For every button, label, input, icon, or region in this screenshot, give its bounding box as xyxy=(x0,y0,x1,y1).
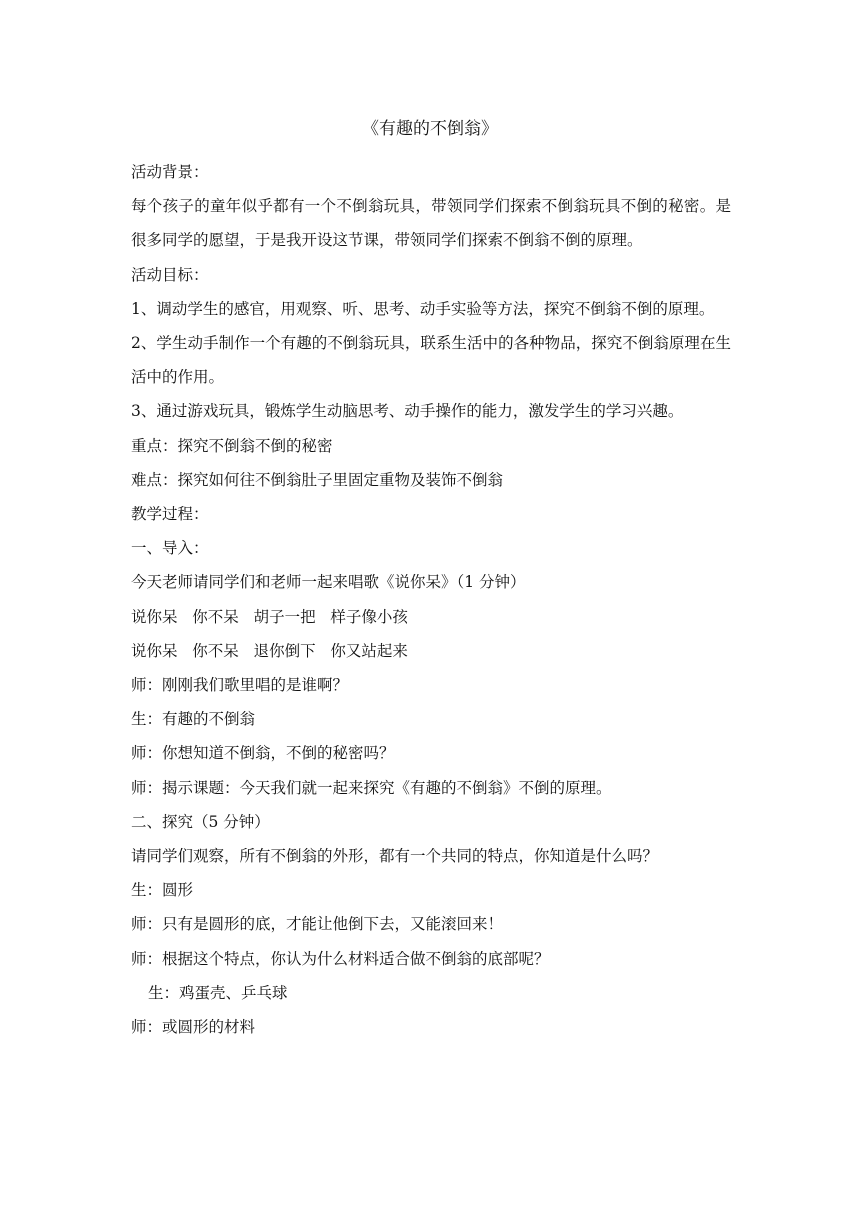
text-line: 今天老师请同学们和老师一起来唱歌《说你呆》（1 分钟） xyxy=(131,573,526,592)
dialogue-line: 师：刚刚我们歌里唱的是谁啊？ xyxy=(131,676,349,695)
step-heading-explore: 二、探究（5 分钟） xyxy=(131,812,270,831)
step-heading-intro: 一、导入： xyxy=(131,539,209,558)
dialogue-line: 师：你想知道不倒翁，不倒的秘密吗？ xyxy=(131,744,395,763)
dialogue-line: 生：鸡蛋壳、乒乓球 xyxy=(148,983,288,1002)
song-lyric-line: 说你呆 你不呆 胡子一把 样子像小孩 xyxy=(131,607,408,626)
song-lyric-line: 说你呆 你不呆 退你倒下 你又站起来 xyxy=(131,641,408,660)
section-heading-goals: 活动目标： xyxy=(131,265,209,284)
goal-item-1: 1、调动学生的感官，用观察、听、思考、动手实验等方法，探究不倒翁不倒的原理。 xyxy=(131,299,715,318)
dialogue-line: 生：圆形 xyxy=(131,881,194,900)
difficult-point: 难点：探究如何往不倒翁肚子里固定重物及装饰不倒翁 xyxy=(131,470,504,489)
dialogue-line: 师：根据这个特点，你认为什么材料适合做不倒翁的底部呢？ xyxy=(131,949,550,968)
section-heading-background: 活动背景： xyxy=(131,163,209,181)
document-body xyxy=(131,155,731,1044)
document-title: 《有趣的不倒翁》 xyxy=(362,119,498,139)
paragraph-background: 每个孩子的童年似乎都有一个不倒翁玩具，带领同学们探索不倒翁玩具不倒的秘密。是很多同学的愿望，于是我开设这节课，带领同学们探索不倒翁不倒的原理。 xyxy=(131,197,731,250)
dialogue-line: 师：揭示课题：今天我们就一起来探究《有趣的不倒翁》不倒的原理。 xyxy=(131,778,612,797)
key-point: 重点：探究不倒翁不倒的秘密 xyxy=(131,436,333,455)
dialogue-line: 师：或圆形的材料 xyxy=(131,1018,256,1037)
goal-item-2: 2、学生动手制作一个有趣的不倒翁玩具，联系生活中的各种物品，探究不倒翁原理在生活中的作用。 xyxy=(131,334,731,387)
section-heading-process: 教学过程： xyxy=(131,505,209,524)
goal-item-3: 3、通过游戏玩具，锻炼学生动脑思考、动手操作的能力，激发学生的学习兴趣。 xyxy=(131,402,684,421)
text-line: 请同学们观察，所有不倒翁的外形，都有一个共同的特点，你知道是什么吗？ xyxy=(131,847,659,866)
dialogue-line: 师：只有是圆形的底，才能让他倒下去，又能滚回来！ xyxy=(131,915,504,934)
dialogue-line: 生：有趣的不倒翁 xyxy=(131,710,256,729)
